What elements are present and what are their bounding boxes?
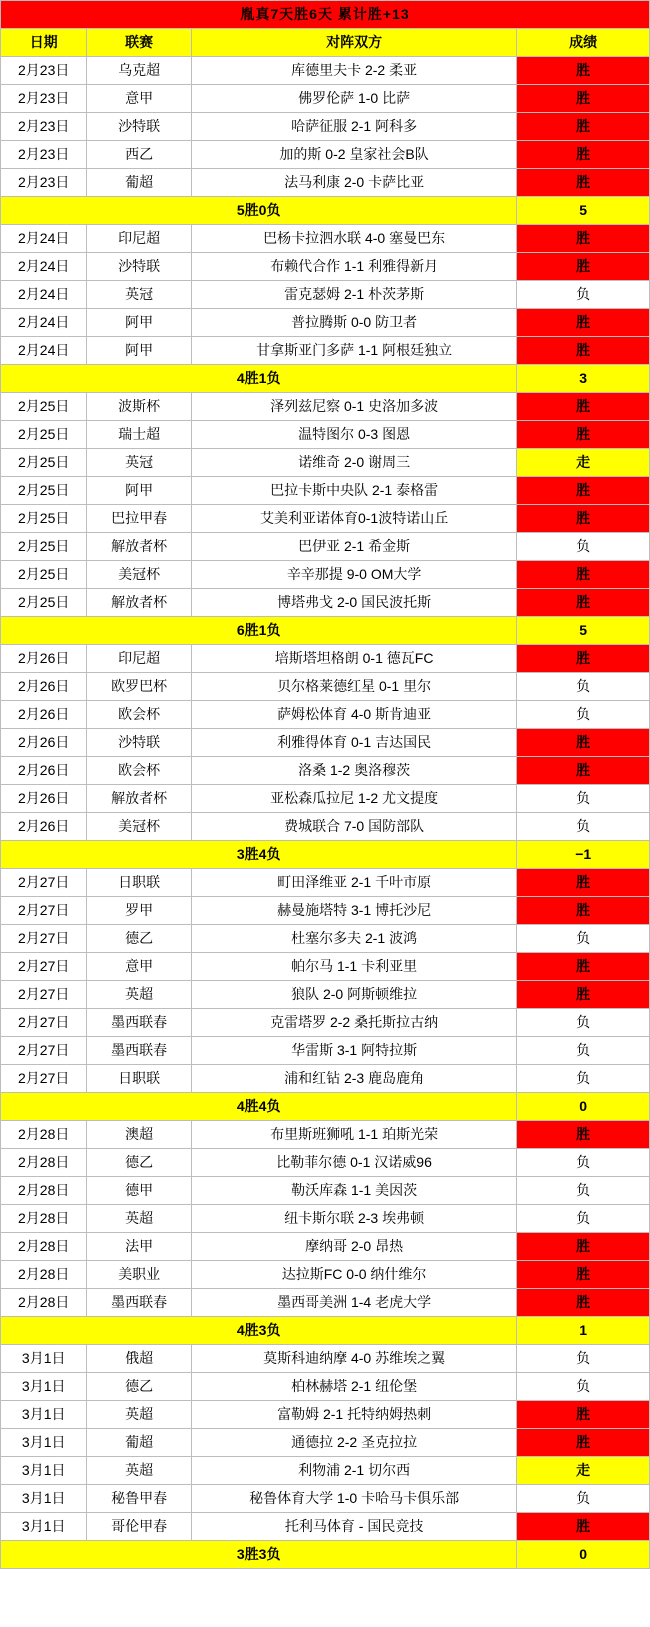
column-header-league: 联赛 [87,29,191,57]
cell-result: 胜 [517,757,650,785]
cell-date: 2月27日 [1,953,87,981]
cell-result: 负 [517,1345,650,1373]
cell-result: 胜 [517,953,650,981]
results-table-body [1,1,650,1569]
cell-result: 胜 [517,337,650,365]
summary-row [1,365,650,393]
cell-date: 2月24日 [1,309,87,337]
cell-result: 胜 [517,169,650,197]
cell-date: 2月25日 [1,533,87,561]
cell-league: 德乙 [87,925,191,953]
cell-result: 负 [517,1037,650,1065]
cell-result: 胜 [517,589,650,617]
cell-match: 利物浦 2-1 切尔西 [191,1457,516,1485]
cell-match: 杜塞尔多夫 2-1 波鸿 [191,925,516,953]
table-row [1,1261,650,1289]
cell-match: 泽列兹尼察 0-1 史洛加多波 [191,393,516,421]
cell-league: 西乙 [87,141,191,169]
summary-value: 5 [517,197,650,225]
cell-match: 法马利康 2-0 卡萨比亚 [191,169,516,197]
table-row [1,1289,650,1317]
table-row [1,981,650,1009]
summary-row [1,617,650,645]
table-row [1,1065,650,1093]
table-row [1,57,650,85]
cell-result: 胜 [517,1233,650,1261]
table-row [1,1485,650,1513]
cell-league: 沙特联 [87,113,191,141]
cell-result: 负 [517,1149,650,1177]
cell-result: 胜 [517,1513,650,1541]
cell-league: 英超 [87,1401,191,1429]
cell-date: 2月25日 [1,421,87,449]
table-row [1,449,650,477]
cell-league: 解放者杯 [87,589,191,617]
cell-result: 胜 [517,309,650,337]
cell-match: 赫曼施塔特 3-1 博托沙尼 [191,897,516,925]
cell-result: 胜 [517,141,650,169]
cell-league: 沙特联 [87,253,191,281]
cell-league: 欧会杯 [87,701,191,729]
cell-date: 2月24日 [1,281,87,309]
table-row [1,1429,650,1457]
title-row [1,1,650,29]
cell-result: 胜 [517,729,650,757]
cell-match: 雷克瑟姆 2-1 朴茨茅斯 [191,281,516,309]
cell-date: 3月1日 [1,1401,87,1429]
table-row [1,729,650,757]
cell-result: 胜 [517,1261,650,1289]
summary-label: 4胜3负 [1,1317,517,1345]
cell-match: 萨姆松体育 4-0 斯肯迪亚 [191,701,516,729]
table-row [1,561,650,589]
page-title: 胤真7天胜6天 累计胜+13 [1,1,650,29]
cell-match: 普拉腾斯 0-0 防卫者 [191,309,516,337]
cell-date: 3月1日 [1,1485,87,1513]
cell-match: 亚松森瓜拉尼 1-2 尤文提度 [191,785,516,813]
table-row [1,897,650,925]
cell-date: 2月23日 [1,169,87,197]
cell-result: 胜 [517,477,650,505]
cell-league: 德乙 [87,1373,191,1401]
cell-result: 负 [517,533,650,561]
cell-date: 3月1日 [1,1373,87,1401]
cell-match: 摩纳哥 2-0 昂热 [191,1233,516,1261]
cell-result: 走 [517,1457,650,1485]
table-row [1,1513,650,1541]
column-header-row [1,29,650,57]
table-row [1,169,650,197]
summary-row [1,197,650,225]
cell-result: 负 [517,813,650,841]
cell-date: 2月24日 [1,337,87,365]
cell-league: 法甲 [87,1233,191,1261]
cell-match: 洛桑 1-2 奥洛穆茨 [191,757,516,785]
cell-league: 英超 [87,1205,191,1233]
cell-match: 秘鲁体育大学 1-0 卡哈马卡俱乐部 [191,1485,516,1513]
table-row [1,869,650,897]
summary-label: 4胜1负 [1,365,517,393]
cell-result: 负 [517,925,650,953]
cell-date: 2月23日 [1,141,87,169]
cell-date: 2月26日 [1,813,87,841]
summary-value: 1 [517,1317,650,1345]
summary-row [1,1317,650,1345]
cell-league: 解放者杯 [87,785,191,813]
cell-match: 托利马体育 - 国民竞技 [191,1513,516,1541]
cell-date: 2月28日 [1,1233,87,1261]
cell-date: 2月24日 [1,225,87,253]
cell-date: 2月26日 [1,729,87,757]
table-row [1,1457,650,1485]
table-row [1,1037,650,1065]
cell-league: 墨西联春 [87,1289,191,1317]
cell-match: 町田泽维亚 2-1 千叶市原 [191,869,516,897]
cell-date: 2月27日 [1,981,87,1009]
cell-result: 胜 [517,1289,650,1317]
table-row [1,1205,650,1233]
cell-match: 费城联合 7-0 国防部队 [191,813,516,841]
cell-date: 2月26日 [1,785,87,813]
summary-row [1,1093,650,1121]
cell-result: 负 [517,785,650,813]
cell-result: 胜 [517,113,650,141]
cell-league: 美冠杯 [87,813,191,841]
cell-match: 墨西哥美洲 1-4 老虎大学 [191,1289,516,1317]
cell-date: 2月25日 [1,477,87,505]
cell-match: 通德拉 2-2 圣克拉拉 [191,1429,516,1457]
cell-league: 阿甲 [87,309,191,337]
cell-result: 负 [517,1065,650,1093]
table-row [1,673,650,701]
table-row [1,113,650,141]
cell-result: 胜 [517,393,650,421]
cell-date: 2月27日 [1,1009,87,1037]
cell-result: 负 [517,1009,650,1037]
cell-match: 艾美利亚诺体育0-1波特诺山丘 [191,505,516,533]
cell-league: 日职联 [87,1065,191,1093]
table-row [1,785,650,813]
cell-result: 胜 [517,1429,650,1457]
summary-row [1,841,650,869]
cell-result: 胜 [517,981,650,1009]
cell-result: 胜 [517,869,650,897]
cell-league: 瑞士超 [87,421,191,449]
cell-match: 利雅得体育 0-1 吉达国民 [191,729,516,757]
table-row [1,701,650,729]
cell-league: 印尼超 [87,645,191,673]
cell-result: 胜 [517,561,650,589]
cell-match: 贝尔格莱德红星 0-1 里尔 [191,673,516,701]
table-row [1,1149,650,1177]
cell-date: 2月23日 [1,113,87,141]
cell-result: 负 [517,1177,650,1205]
cell-date: 2月26日 [1,673,87,701]
table-row [1,589,650,617]
summary-value: 5 [517,617,650,645]
cell-date: 2月28日 [1,1289,87,1317]
table-row [1,309,650,337]
cell-league: 哥伦甲春 [87,1513,191,1541]
summary-label: 5胜0负 [1,197,517,225]
table-row [1,393,650,421]
cell-date: 2月23日 [1,85,87,113]
table-row [1,533,650,561]
cell-league: 墨西联春 [87,1037,191,1065]
cell-match: 诺维奇 2-0 谢周三 [191,449,516,477]
cell-league: 印尼超 [87,225,191,253]
cell-result: 负 [517,1205,650,1233]
cell-match: 达拉斯FC 0-0 纳什维尔 [191,1261,516,1289]
column-header-match: 对阵双方 [191,29,516,57]
cell-league: 沙特联 [87,729,191,757]
cell-match: 库德里夫卡 2-2 柔亚 [191,57,516,85]
cell-match: 哈萨征服 2-1 阿科多 [191,113,516,141]
cell-league: 英冠 [87,449,191,477]
cell-date: 2月24日 [1,253,87,281]
summary-value: 3 [517,365,650,393]
cell-result: 负 [517,1485,650,1513]
cell-league: 美冠杯 [87,561,191,589]
cell-league: 墨西联春 [87,1009,191,1037]
cell-date: 2月27日 [1,925,87,953]
table-row [1,1121,650,1149]
cell-league: 意甲 [87,85,191,113]
cell-match: 浦和红钻 2-3 鹿岛鹿角 [191,1065,516,1093]
cell-date: 2月25日 [1,505,87,533]
cell-league: 葡超 [87,1429,191,1457]
cell-result: 负 [517,281,650,309]
column-header-date: 日期 [1,29,87,57]
table-row [1,253,650,281]
cell-match: 纽卡斯尔联 2-3 埃弗顿 [191,1205,516,1233]
cell-match: 帕尔马 1-1 卡利亚里 [191,953,516,981]
cell-result: 胜 [517,421,650,449]
cell-date: 3月1日 [1,1513,87,1541]
table-row [1,813,650,841]
cell-result: 负 [517,1373,650,1401]
cell-result: 负 [517,701,650,729]
cell-result: 胜 [517,505,650,533]
cell-league: 欧会杯 [87,757,191,785]
cell-result: 胜 [517,57,650,85]
table-row [1,1373,650,1401]
cell-date: 2月25日 [1,393,87,421]
cell-league: 英冠 [87,281,191,309]
cell-date: 2月23日 [1,57,87,85]
column-header-result: 成绩 [517,29,650,57]
table-row [1,953,650,981]
cell-result: 胜 [517,1121,650,1149]
cell-league: 秘鲁甲春 [87,1485,191,1513]
cell-date: 2月27日 [1,897,87,925]
cell-league: 美职业 [87,1261,191,1289]
cell-match: 比勒菲尔德 0-1 汉诺威96 [191,1149,516,1177]
cell-league: 澳超 [87,1121,191,1149]
cell-date: 2月28日 [1,1149,87,1177]
cell-league: 德乙 [87,1149,191,1177]
cell-league: 巴拉甲春 [87,505,191,533]
cell-date: 3月1日 [1,1457,87,1485]
cell-date: 2月25日 [1,561,87,589]
cell-league: 英超 [87,1457,191,1485]
cell-result: 胜 [517,253,650,281]
cell-league: 解放者杯 [87,533,191,561]
table-row [1,1009,650,1037]
cell-match: 培斯塔坦格朗 0-1 德瓦FC [191,645,516,673]
table-row [1,1233,650,1261]
cell-league: 英超 [87,981,191,1009]
cell-league: 葡超 [87,169,191,197]
cell-date: 2月27日 [1,869,87,897]
cell-result: 走 [517,449,650,477]
cell-match: 温特图尔 0-3 图恩 [191,421,516,449]
table-row [1,421,650,449]
cell-result: 胜 [517,1401,650,1429]
cell-date: 2月25日 [1,449,87,477]
cell-league: 欧罗巴杯 [87,673,191,701]
summary-value: 0 [517,1541,650,1569]
summary-row [1,1541,650,1569]
summary-label: 3胜3负 [1,1541,517,1569]
cell-match: 佛罗伦萨 1-0 比萨 [191,85,516,113]
cell-league: 阿甲 [87,477,191,505]
cell-match: 加的斯 0-2 皇家社会B队 [191,141,516,169]
cell-league: 意甲 [87,953,191,981]
table-row [1,85,650,113]
table-row [1,1401,650,1429]
cell-date: 2月27日 [1,1037,87,1065]
cell-match: 莫斯科迪纳摩 4-0 苏维埃之翼 [191,1345,516,1373]
table-row [1,225,650,253]
cell-match: 辛辛那提 9-0 OM大学 [191,561,516,589]
cell-result: 胜 [517,645,650,673]
cell-date: 2月26日 [1,757,87,785]
cell-league: 波斯杯 [87,393,191,421]
cell-league: 罗甲 [87,897,191,925]
table-row [1,1177,650,1205]
summary-value: −1 [517,841,650,869]
cell-league: 阿甲 [87,337,191,365]
cell-date: 2月28日 [1,1121,87,1149]
cell-match: 巴伊亚 2-1 希金斯 [191,533,516,561]
cell-date: 2月28日 [1,1177,87,1205]
cell-league: 日职联 [87,869,191,897]
cell-match: 富勒姆 2-1 托特纳姆热刺 [191,1401,516,1429]
cell-date: 3月1日 [1,1429,87,1457]
cell-date: 2月27日 [1,1065,87,1093]
cell-date: 2月25日 [1,589,87,617]
table-row [1,141,650,169]
summary-label: 6胜1负 [1,617,517,645]
cell-match: 柏林赫塔 2-1 纽伦堡 [191,1373,516,1401]
cell-match: 狼队 2-0 阿斯顿维拉 [191,981,516,1009]
cell-match: 布里斯班狮吼 1-1 珀斯光荣 [191,1121,516,1149]
cell-date: 2月26日 [1,645,87,673]
table-row [1,1345,650,1373]
cell-match: 巴杨卡拉泗水联 4-0 塞曼巴东 [191,225,516,253]
cell-match: 克雷塔罗 2-2 桑托斯拉古纳 [191,1009,516,1037]
summary-label: 3胜4负 [1,841,517,869]
summary-label: 4胜4负 [1,1093,517,1121]
cell-result: 负 [517,673,650,701]
table-row [1,645,650,673]
cell-date: 3月1日 [1,1345,87,1373]
table-row [1,337,650,365]
table-row [1,757,650,785]
summary-value: 0 [517,1093,650,1121]
table-row [1,477,650,505]
cell-match: 勒沃库森 1-1 美因茨 [191,1177,516,1205]
cell-match: 甘拿斯亚门多萨 1-1 阿根廷独立 [191,337,516,365]
cell-match: 布赖代合作 1-1 利雅得新月 [191,253,516,281]
cell-result: 胜 [517,897,650,925]
cell-date: 2月26日 [1,701,87,729]
cell-league: 德甲 [87,1177,191,1205]
cell-match: 华雷斯 3-1 阿特拉斯 [191,1037,516,1065]
cell-result: 胜 [517,225,650,253]
table-row [1,281,650,309]
cell-date: 2月28日 [1,1205,87,1233]
cell-result: 胜 [517,85,650,113]
table-row [1,925,650,953]
cell-match: 巴拉卡斯中央队 2-1 泰格雷 [191,477,516,505]
cell-match: 博塔弗戈 2-0 国民波托斯 [191,589,516,617]
cell-league: 俄超 [87,1345,191,1373]
table-row [1,505,650,533]
cell-date: 2月28日 [1,1261,87,1289]
cell-league: 乌克超 [87,57,191,85]
